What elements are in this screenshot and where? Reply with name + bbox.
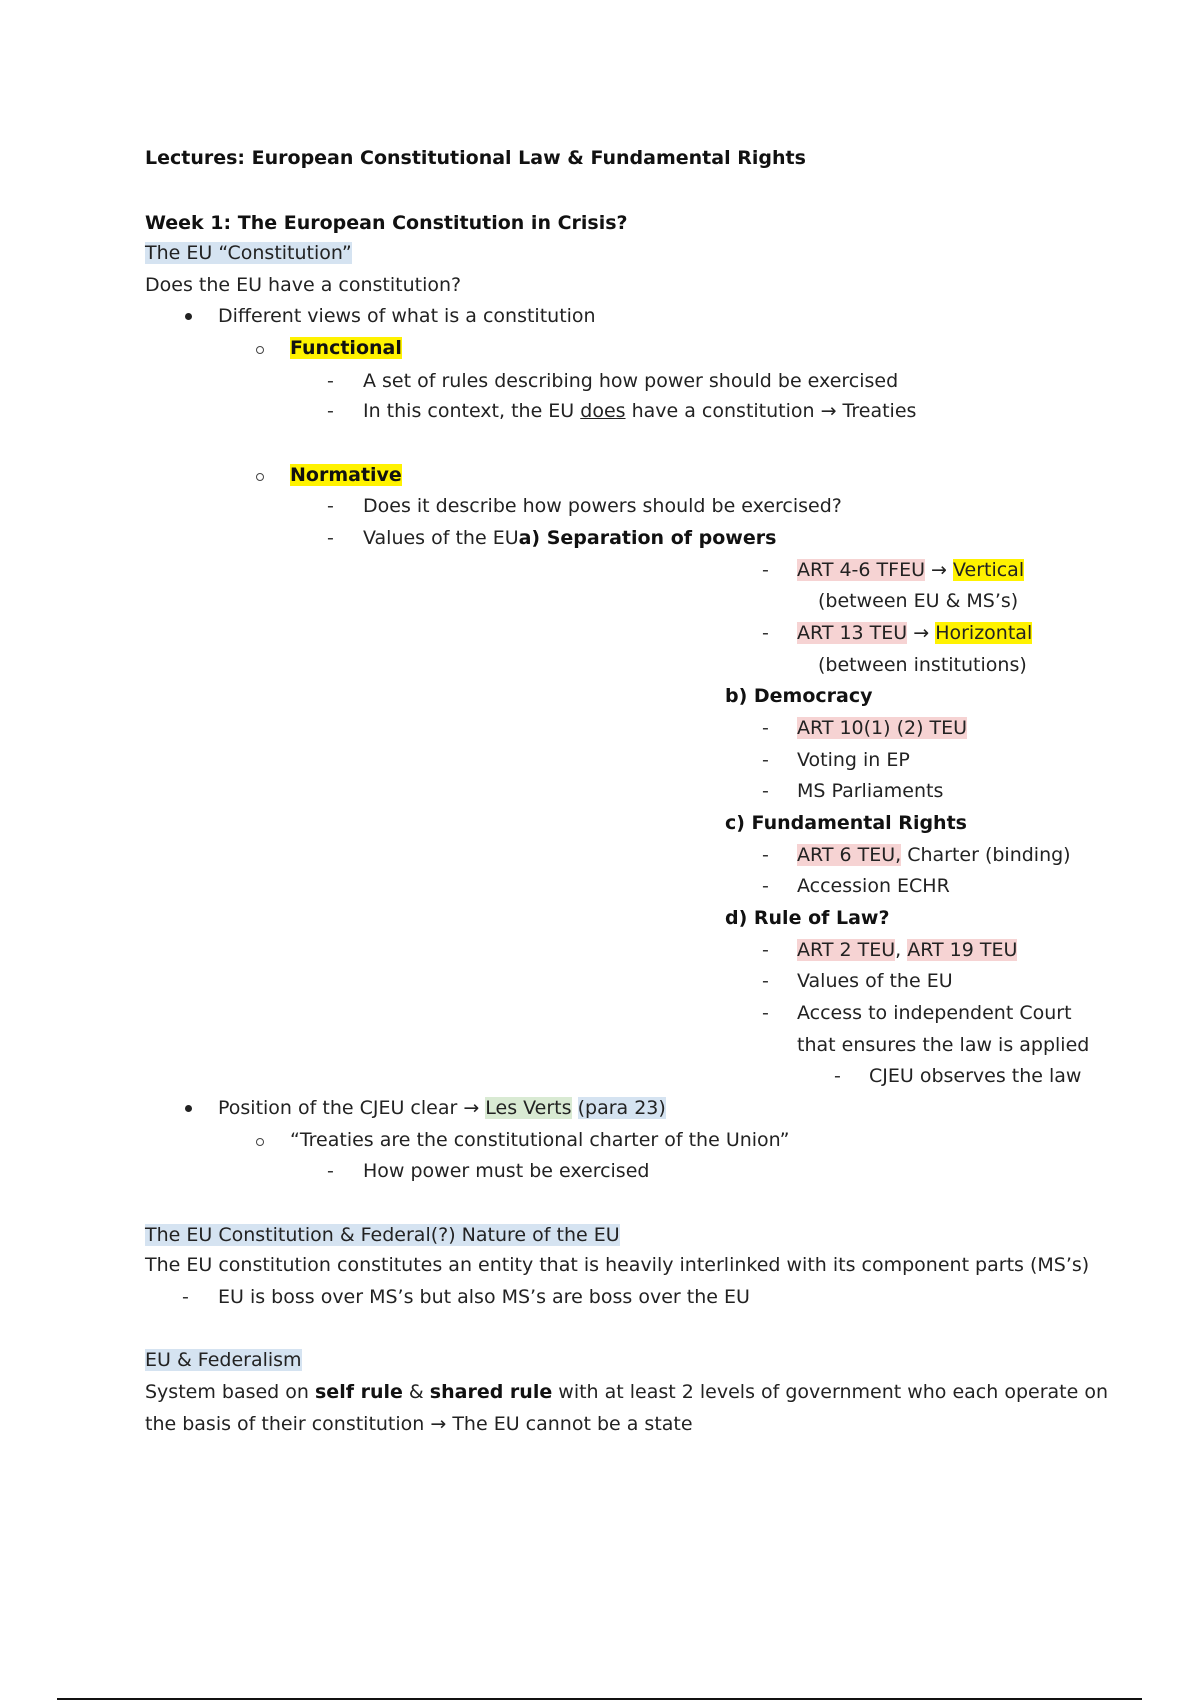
heading-highlight: EU & Federalism: [145, 1349, 302, 1371]
dash-icon: -: [327, 370, 334, 392]
bullet-views: Different views of what is a constitution: [218, 305, 596, 327]
dash-icon: -: [762, 622, 769, 644]
bold-term: self rule: [315, 1381, 403, 1403]
criterion-b-label: b) Democracy: [725, 685, 873, 707]
section-heading-constitution: [145, 240, 352, 266]
dash-icon: -: [762, 844, 769, 866]
bullet-cjeu: [218, 1095, 666, 1121]
underlined-word: does: [580, 400, 626, 422]
dash-icon: -: [762, 875, 769, 897]
dash-icon: -: [762, 1002, 769, 1024]
text-fragment: have a constitution → Treaties: [625, 400, 917, 422]
functional-highlight: Functional: [290, 337, 402, 359]
criterion-a-note-2: (between institutions): [818, 654, 1027, 676]
question-text: Does the EU have a constitution?: [145, 274, 462, 296]
text-fragment: Charter (binding): [901, 844, 1071, 866]
text-fragment: System based on: [145, 1381, 315, 1403]
dash-icon: -: [327, 495, 334, 517]
criterion-c-item-1: [797, 842, 1071, 868]
arrow-text: →: [924, 559, 953, 581]
bullet-dot-icon: [185, 1105, 192, 1112]
article-ref: ART 10(1) (2) TEU: [797, 717, 968, 739]
criterion-d-label: d) Rule of Law?: [725, 907, 890, 929]
criterion-a-note-1: (between EU & MS’s): [818, 590, 1019, 612]
heading-highlight: The EU Constitution & Federal(?) Nature of the EU: [145, 1224, 620, 1246]
normative-highlight: Normative: [290, 464, 402, 486]
text-fragment: &: [402, 1381, 430, 1403]
criterion-d-subitem: CJEU observes the law: [869, 1065, 1082, 1087]
dash-icon: -: [762, 939, 769, 961]
dash-icon: -: [762, 749, 769, 771]
federal-text: The EU constitution constitutes an entity that is heavily interlinked with its component parts (MS’s): [145, 1254, 1090, 1276]
criterion-a-item-1: [797, 557, 1024, 583]
normative-label: [290, 462, 402, 488]
text-fragment: with at least 2 levels of government who each operate on: [552, 1381, 1109, 1403]
hollow-bullet-icon: [256, 346, 264, 354]
criterion-c-item-2: Accession ECHR: [797, 875, 950, 897]
cjeu-quote: “Treaties are the constitutional charter of the Union”: [290, 1129, 790, 1151]
article-ref: ART 2 TEU: [797, 939, 896, 961]
dash-icon: -: [327, 400, 334, 422]
dash-icon: -: [327, 527, 334, 549]
dash-icon: -: [182, 1286, 189, 1308]
article-ref: ART 4-6 TFEU: [797, 559, 925, 581]
criterion-d-item-3a: Access to independent Court: [797, 1002, 1072, 1024]
federalism-line-1: [145, 1379, 1108, 1405]
horizontal-tag: Horizontal: [935, 622, 1033, 644]
criterion-b-item-3: MS Parliaments: [797, 780, 944, 802]
paragraph-ref: (para 23): [577, 1097, 666, 1119]
section-heading-federal: [145, 1222, 620, 1248]
text-fragment: Position of the CJEU clear →: [218, 1097, 486, 1119]
section-heading-federalism: [145, 1347, 302, 1373]
criterion-c-label: c) Fundamental Rights: [725, 812, 967, 834]
dash-icon: -: [327, 1160, 334, 1182]
dash-icon: -: [762, 970, 769, 992]
text-fragment: In this context, the EU: [363, 400, 581, 422]
cjeu-sub: How power must be exercised: [363, 1160, 650, 1182]
criterion-d-item-1: [797, 937, 1017, 963]
criterion-b-item-2: Voting in EP: [797, 749, 910, 771]
federalism-line-2: the basis of their constitution → The EU cannot be a state: [145, 1413, 693, 1435]
dash-icon: -: [834, 1065, 841, 1087]
text-fragment: Values of the EU: [363, 527, 519, 549]
criterion-a-label: a) Separation of powers: [518, 527, 777, 549]
criterion-d-item-2: Values of the EU: [797, 970, 953, 992]
heading-highlight: The EU “Constitution”: [145, 242, 352, 264]
hollow-bullet-icon: [256, 473, 264, 481]
case-name: Les Verts: [485, 1097, 572, 1119]
federal-bullet: EU is boss over MS’s but also MS’s are boss over the EU: [218, 1286, 750, 1308]
criterion-d-item-3b: that ensures the law is applied: [797, 1034, 1090, 1056]
article-ref: ART 6 TEU,: [797, 844, 902, 866]
bullet-dot-icon: [185, 313, 192, 320]
functional-label: [290, 335, 402, 361]
dash-icon: -: [762, 559, 769, 581]
normative-def-1: Does it describe how powers should be exercised?: [363, 495, 842, 517]
article-ref: ART 13 TEU: [797, 622, 908, 644]
criterion-a-item-2: [797, 620, 1032, 646]
dash-icon: -: [762, 717, 769, 739]
arrow-text: →: [907, 622, 936, 644]
functional-def-2: [363, 398, 916, 424]
criterion-b-item-1: [797, 715, 967, 741]
normative-def-2: [363, 525, 776, 551]
week-heading: Week 1: The European Constitution in Crisis?: [145, 212, 628, 234]
vertical-tag: Vertical: [952, 559, 1025, 581]
bold-term: shared rule: [429, 1381, 553, 1403]
dash-icon: -: [762, 780, 769, 802]
text-fragment: ,: [895, 939, 908, 961]
article-ref: ART 19 TEU: [907, 939, 1018, 961]
document-title: Lectures: European Constitutional Law & Fundamental Rights: [145, 147, 806, 169]
hollow-bullet-icon: [256, 1138, 264, 1146]
functional-def-1: A set of rules describing how power should be exercised: [363, 370, 899, 392]
